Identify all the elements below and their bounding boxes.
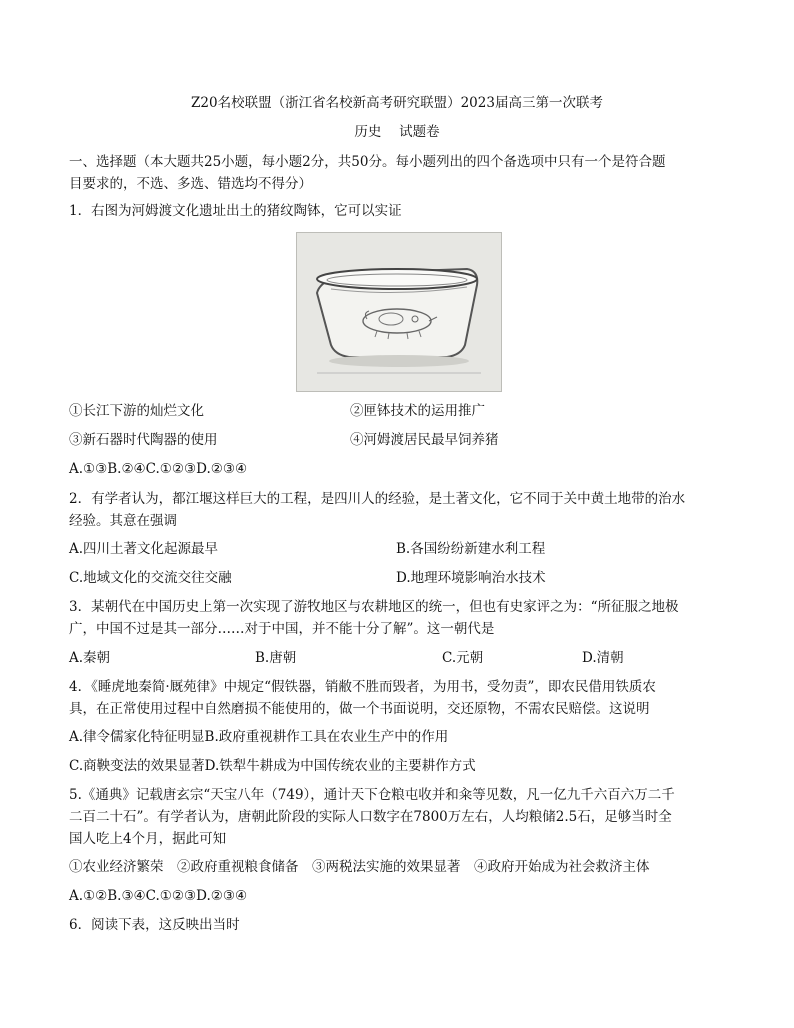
- exam-subtitle: 历史 试题卷: [354, 124, 440, 140]
- q4-stem-line1: 4．《睡虎地秦简·厩苑律》中规定“假铁器，销敝不胜而毁者，为用书，受勿责”，即农民借用铁质农: [69, 679, 656, 695]
- q2-stem-line1: 2．有学者认为，都江堰这样巨大的工程，是四川人的经验，是土著文化，它不同于关中黄土地带的治水: [69, 491, 686, 507]
- q2-option-a: A.四川土著文化起源最早: [69, 541, 219, 557]
- q3-stem-line2: 广，中国不过是其一部分……对于中国，并不能十分了解”。这一朝代是: [69, 621, 495, 637]
- section-instructions-line1: 一、选择题（本大题共25小题，每小题2分，共50分。每小题列出的四个备选项中只有一个是符合题: [69, 154, 666, 170]
- q1-item-1: ①长江下游的灿烂文化: [69, 403, 204, 419]
- q4-options-cd: C.商鞅变法的效果显著D.铁犁牛耕成为中国传统农业的主要耕作方式: [69, 758, 476, 774]
- q1-item-2: ②匣钵技术的运用推广: [350, 403, 485, 419]
- q5-stem-line3: 国人吃上4个月，据此可知: [69, 831, 227, 847]
- q2-option-c: C.地域文化的交流交往交融: [69, 570, 232, 586]
- q6-stem: 6．阅读下表，这反映出当时: [69, 917, 240, 933]
- q2-option-b: B.各国纷纷新建水利工程: [396, 541, 546, 557]
- q4-stem-line2: 具，在正常使用过程中自然磨损不能使用的，做一个书面说明，交还原物，不需农民赔偿。这说明: [69, 701, 650, 717]
- q3-stem-line1: 3．某朝代在中国历史上第一次实现了游牧地区与农耕地区的统一，但也有史家评之为：“所征服之地极: [69, 599, 679, 615]
- section-instructions-line2: 目要求的，不选、多选、错选均不得分）: [69, 176, 312, 192]
- q1-answer-options: A.①③B.②④C.①②③D.②③④: [69, 461, 248, 477]
- q4-options-ab: A.律令儒家化特征明显B.政府重视耕作工具在农业生产中的作用: [69, 729, 449, 745]
- q1-stem: 1．右图为河姆渡文化遗址出土的猪纹陶钵，它可以实证: [69, 203, 402, 219]
- q3-option-b: B.唐朝: [255, 650, 297, 666]
- q5-stem-line2: 二百二十石”。有学者认为，唐朝此阶段的实际人口数字在7800万左右，人均粮储2.5石，足够当时全: [69, 809, 672, 825]
- q3-option-c: C.元朝: [442, 650, 484, 666]
- q3-option-d: D.清朝: [582, 650, 624, 666]
- exam-title: Z20名校联盟（浙江省名校新高考研究联盟）2023届高三第一次联考: [191, 95, 603, 111]
- pottery-bowl-illustration: [297, 233, 501, 391]
- q5-items: ①农业经济繁荣 ②政府重视粮食储备 ③两税法实施的效果显著 ④政府开始成为社会救济主体: [69, 859, 650, 875]
- q3-option-a: A.秦朝: [69, 650, 111, 666]
- q1-item-3: ③新石器时代陶器的使用: [69, 432, 218, 448]
- q5-answer-options: A.①②B.③④C.①②③D.②③④: [69, 888, 248, 904]
- q2-option-d: D.地理环境影响治水技术: [396, 570, 546, 586]
- pig-pattern-pottery-bowl-image: [296, 232, 502, 392]
- q5-stem-line1: 5.《通典》记载唐玄宗“天宝八年（749），通计天下仓粮屯收并和籴等见数，凡一亿九千六百六万二千: [69, 787, 675, 803]
- q2-stem-line2: 经验。其意在强调: [69, 513, 177, 529]
- q1-item-4: ④河姆渡居民最早饲养猪: [350, 432, 499, 448]
